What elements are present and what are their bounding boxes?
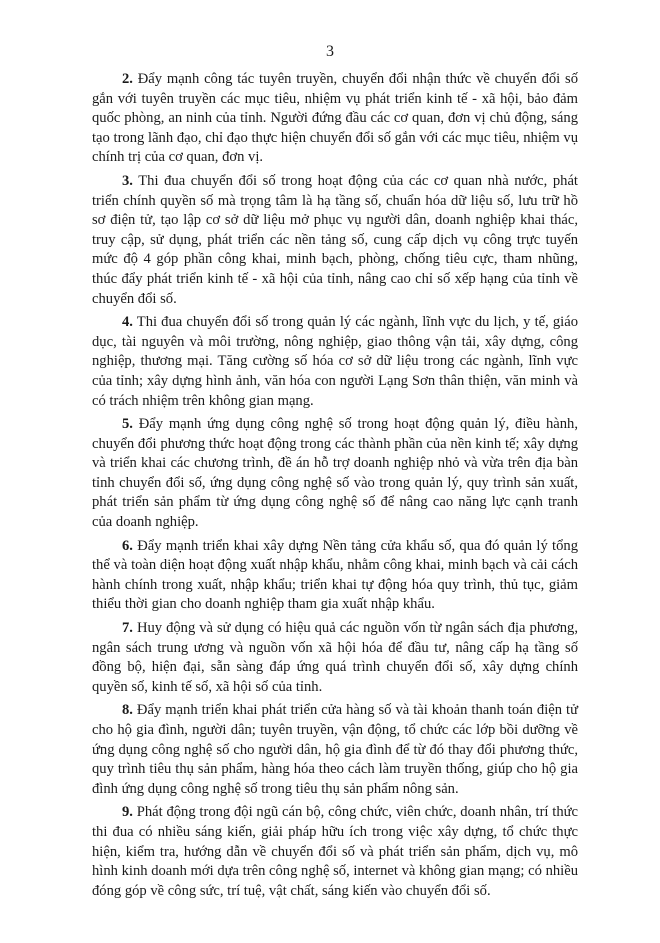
paragraph-6 [92,537,578,615]
paragraph-number: 6. [122,537,133,554]
paragraph-7 [92,619,578,697]
document-body [92,70,578,905]
paragraph-text: Thi đua chuyển đổi số trong hoạt động của các cơ quan nhà nước, phát triển chính quyền số mà trọng tâm là hạ tầng số, chuẩn hóa dữ liệu số, lưu trữ hồ sơ điện tử, tạo lập cơ sở dữ liệu mở phục vụ người dân, doanh nghiệp khai thác, truy cập, sử dụng, phát triển các nền tảng số, cung cấp dịch vụ công trực tuyến mức độ 4 góp phần công khai, minh bạch, phòng, chống tiêu cực, tham nhũng, thúc đẩy phát triển kinh tế - xã hội của tỉnh, nâng cao chỉ số xếp hạng của tỉnh về chuyển đổi số. [92,172,578,307]
paragraph-number: 5. [122,416,133,433]
paragraph-text: Đẩy mạnh ứng dụng công nghệ số trong hoạt động quản lý, điều hành, chuyển đổi phương thức hoạt động trong các thành phần của nền kinh tế; xây dựng và triển khai các chương trình, đề án hỗ trợ doanh nghiệp nhỏ và vừa trên địa bàn tỉnh chuyển đổi số, ứng dụng công nghệ số vào trong quản lý, quy trình sản xuất, phát triển sản phẩm từ ứng dụng công nghệ số để nâng cao năng lực cạnh tranh của doanh nghiệp. [92,416,578,531]
paragraph-text: Đẩy mạnh công tác tuyên truyền, chuyển đổi nhận thức về chuyển đổi số gắn với tuyên truyền các mục tiêu, nhiệm vụ phát triển kinh tế - xã hội, bảo đảm quốc phòng, an ninh của tỉnh. Người đứng đầu các cơ quan, đơn vị chủ động, sáng tạo trong lãnh đạo, chỉ đạo thực hiện chuyển đổi số gắn với các mục tiêu, nhiệm vụ chính trị của cơ quan, đơn vị. [92,71,578,166]
paragraph-number: 9. [122,804,133,821]
paragraph-3 [92,172,578,309]
page-number: 3 [326,43,334,60]
paragraph-text: Huy động và sử dụng có hiệu quả các nguồn vốn từ ngân sách địa phương, ngân sách trung ương và nguồn vốn xã hội hóa để đầu tư, nâng cấp hạ tầng số đồng bộ, hiện đại, sẵn sàng đáp ứng quá trình chuyển đổi số, xây dựng chính quyền số, kinh tế số, xã hội số của tỉnh. [92,620,578,695]
paragraph-text: Phát động trong đội ngũ cán bộ, công chức, viên chức, doanh nhân, trí thức thi đua có nhiều sáng kiến, giải pháp hữu ích trong việc xây dựng, tổ chức thực hiện, kiểm tra, hướng dẫn về chuyển đổi số và phát triển sản phẩm, dịch vụ, mô hình kinh doanh mới dựa trên công nghệ số, internet và không gian mạng; có nhiều đóng góp về công sức, trí tuệ, vật chất, sáng kiến vào chuyển đổi số. [92,804,578,899]
paragraph-5 [92,415,578,533]
paragraph-number: 3. [122,172,133,189]
paragraph-number: 7. [122,620,133,637]
paragraph-4 [92,313,578,411]
paragraph-8 [92,701,578,799]
paragraph-text: Đẩy mạnh triển khai phát triển cửa hàng số và tài khoản thanh toán điện tử cho hộ gia đình, người dân; tuyên truyền, vận động, tổ chức các lớp bồi dưỡng về ứng dụng công nghệ số cho người dân, hộ gia đình để từ đó thay đổi phương thức, quy trình tiêu thụ sản phẩm, hàng hóa theo cách làm truyền thống, giúp cho hộ gia đình ứng dụng công nghệ số trong tiêu thụ sản phẩm nông sản. [92,702,578,797]
paragraph-number: 8. [122,702,133,719]
paragraph-9 [92,803,578,901]
paragraph-2 [92,70,578,168]
paragraph-text: Đẩy mạnh triển khai xây dựng Nền tảng cửa khẩu số, qua đó quản lý tổng thể và toàn diện hoạt động xuất nhập khẩu, nhằm công khai, minh bạch và cải cách hành chính trong xuất, nhập khẩu; triển khai tự động hóa quy trình, thủ tục, giảm thiểu thời gian cho doanh nghiệp tham gia xuất nhập khẩu. [92,537,578,613]
paragraph-number: 4. [122,314,133,331]
paragraph-number: 2. [122,71,133,87]
paragraph-text: Thi đua chuyển đổi số trong quản lý các ngành, lĩnh vực du lịch, y tế, giáo dục, tài nguyên và môi trường, nông nghiệp, giao thông vận tải, xây dựng, công nghiệp, thương mại. Tăng cường số hóa cơ sở dữ liệu trong các ngành, lĩnh vực của tỉnh; xây dựng hình ảnh, văn hóa con người Lạng Sơn thân thiện, văn minh và có trách nhiệm trên không gian mạng. [92,314,578,409]
